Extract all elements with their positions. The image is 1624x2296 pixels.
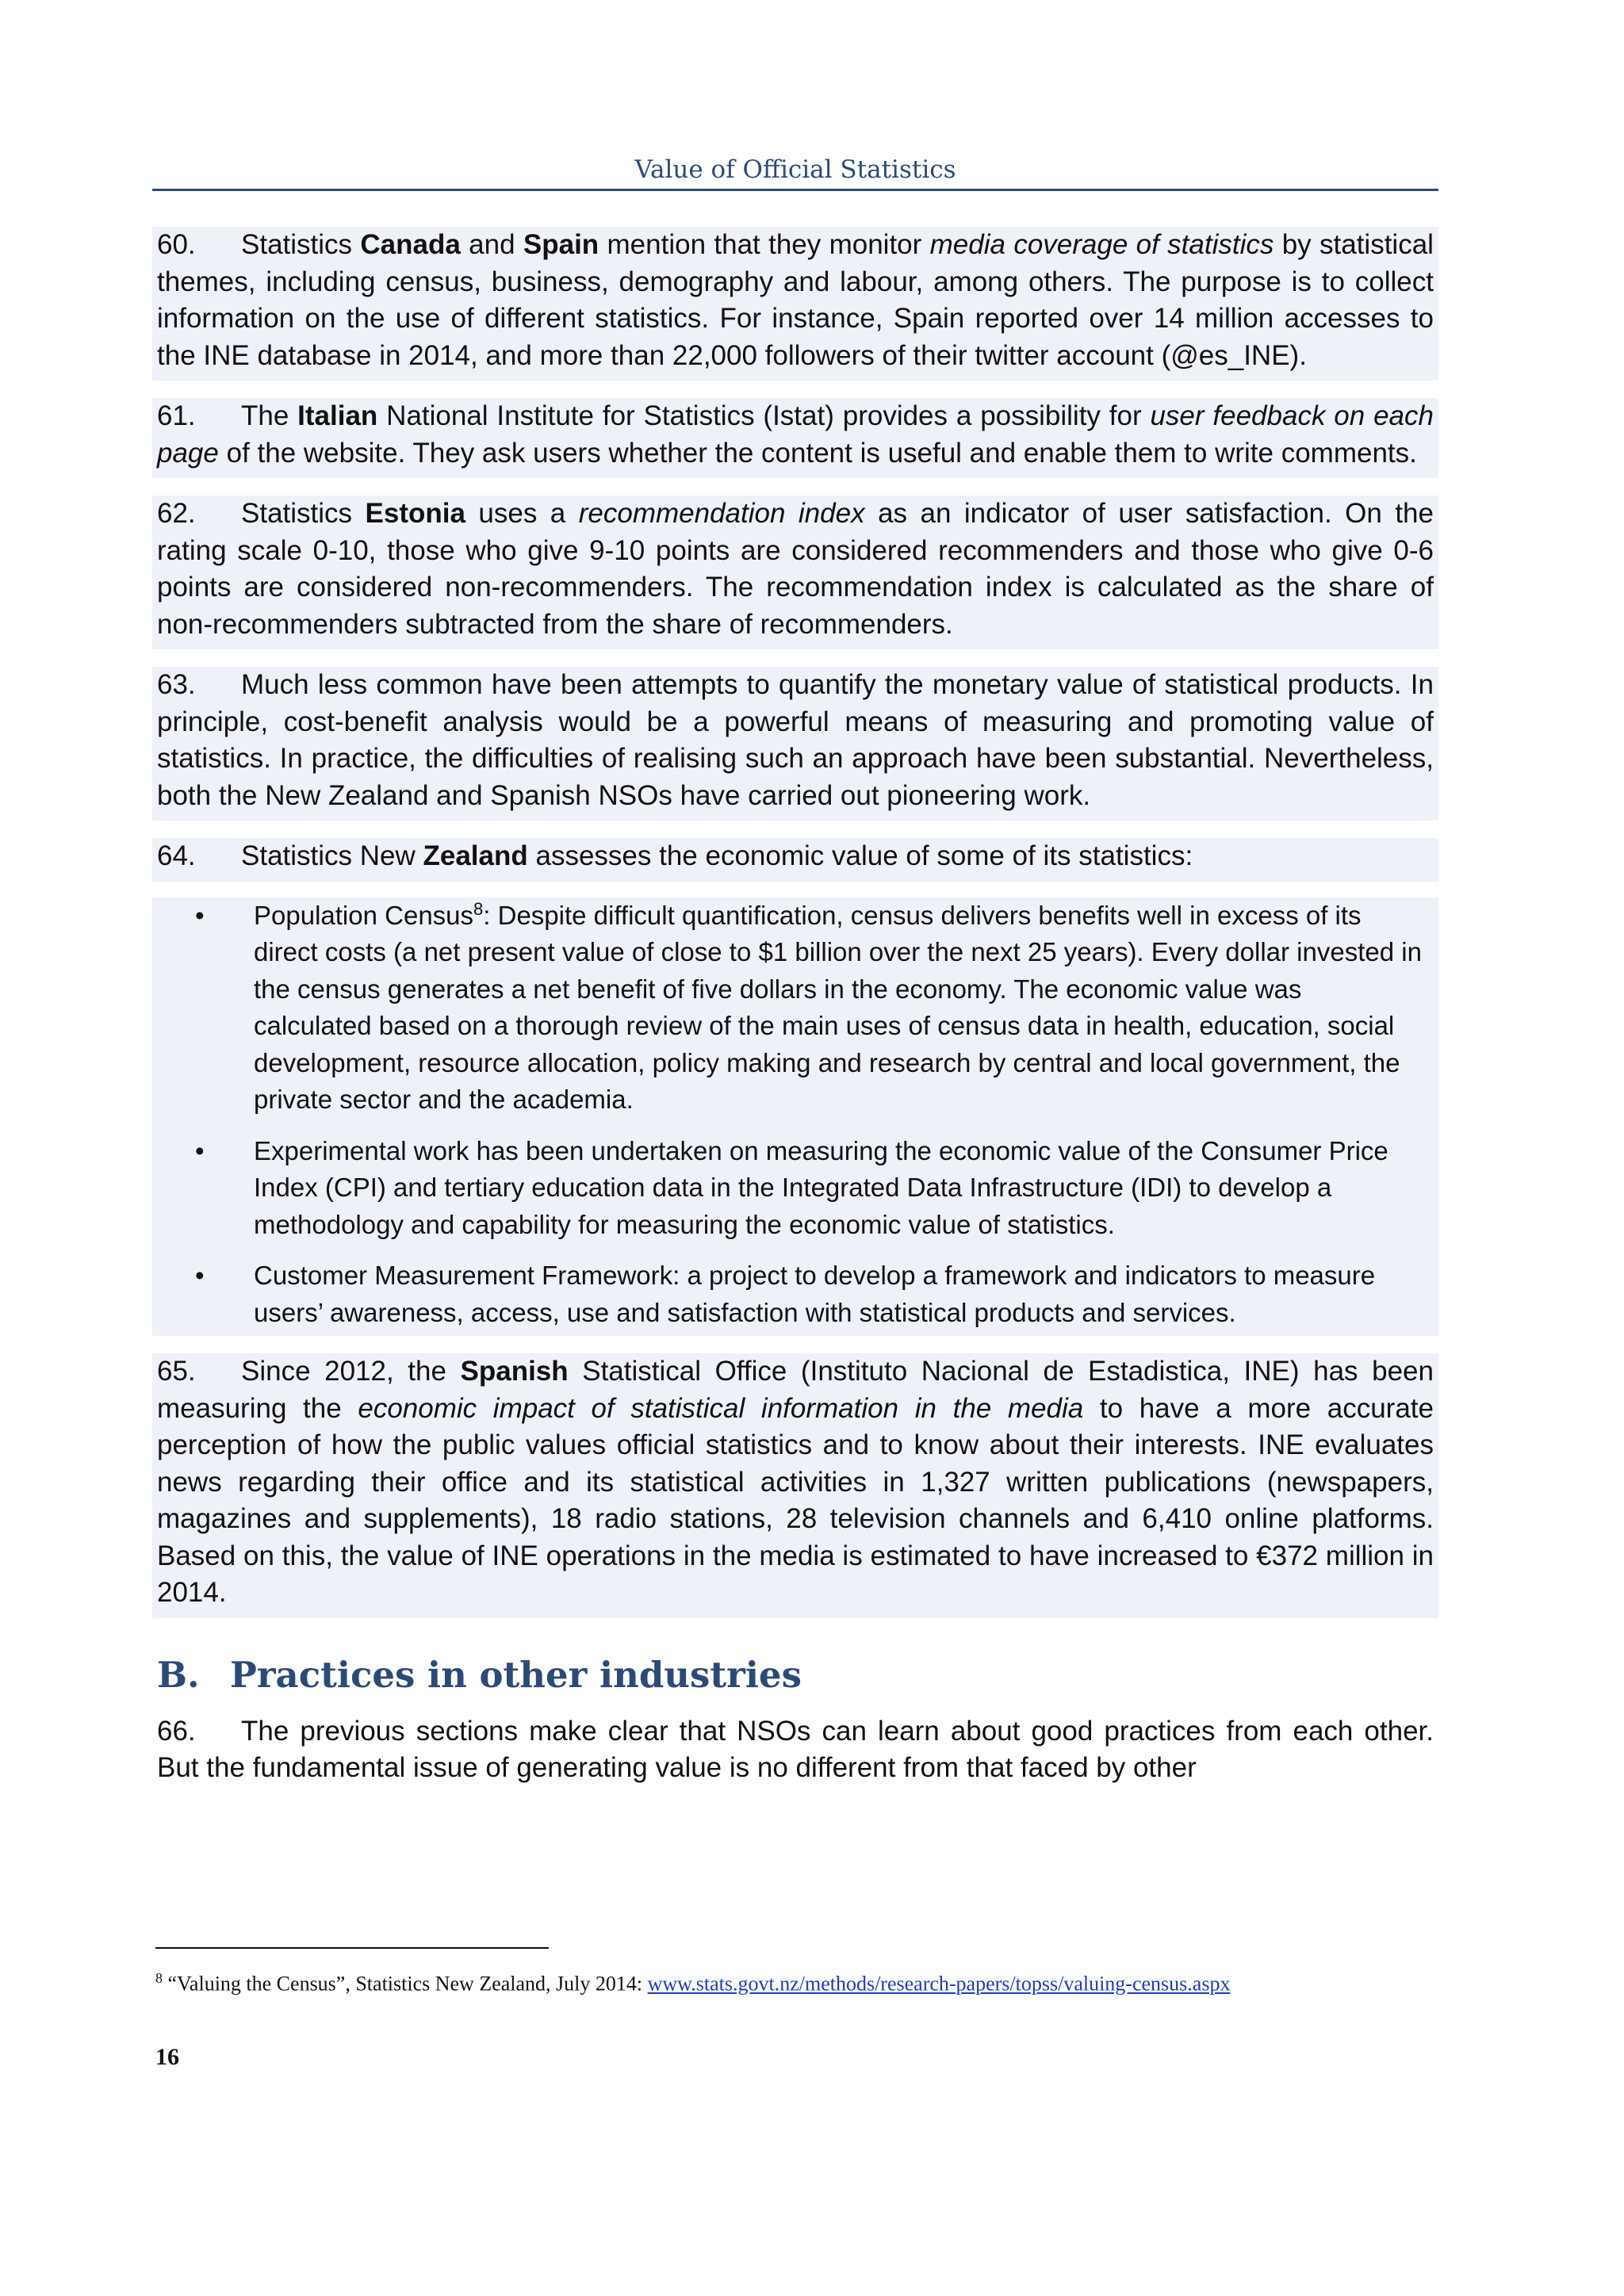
paragraph-text: of the website. They ask users whether the content is useful and enable them to write comments. bbox=[218, 437, 1417, 469]
bold-term: Spanish bbox=[460, 1356, 569, 1387]
footnote-rule bbox=[155, 1947, 549, 1949]
paragraph-text: Since 2012, the bbox=[241, 1356, 461, 1387]
paragraph-text: Statistical Office (Instituto Nacional de Estadistica, INE) has been measuring the bbox=[157, 1356, 1434, 1424]
paragraph-text: and bbox=[460, 229, 523, 260]
bullet-icon: • bbox=[195, 900, 205, 930]
bold-term: Italian bbox=[297, 400, 378, 431]
bullet-text: Customer Measurement Framework: a project to develop a framework and indicators to measure users’ awareness, access, use and satisfaction with statistical products and services. bbox=[254, 1261, 1376, 1327]
paragraph-text: The previous sections make clear that NSOs can learn about good practices from each other. But the fundamental issue of generating value is no different from that faced by other bbox=[157, 1715, 1434, 1783]
section-letter: B. bbox=[157, 1653, 200, 1696]
italic-term: economic impact of statistical information in the media bbox=[358, 1392, 1084, 1424]
paragraph-text: Statistics bbox=[241, 229, 361, 260]
paragraph-63 bbox=[152, 667, 1438, 821]
bullet-text: : Despite difficult quantification, census delivers benefits well in excess of its direct costs (a net present value of close to $1 billion over the next 25 years). Every dollar invested in the census generates a net benefit of five dollars in the economy. The economic value was calculated based on a thorough review of the main uses of census data in health, education, social development, resource allocation, policy making and research by central and local government, the private sector and the academia. bbox=[254, 900, 1422, 1114]
paragraph-number: 66. bbox=[157, 1715, 196, 1747]
paragraph-text: to have a more accurate perception of how the public values official statistics and to know about their interests. INE evaluates news regarding their office and its statistical activities in 1,327 written publications (newspapers, magazines and supplements), 18 radio stations, 28 television channels and 6,410 online platforms. Based on this, the value of INE operations in the media is estimated to have increased to €372 million in 2014. bbox=[157, 1392, 1434, 1608]
list-item bbox=[152, 1133, 1438, 1244]
paragraph-text: assesses the economic value of some of its statistics: bbox=[527, 840, 1193, 871]
bullet-text: Population Census bbox=[254, 900, 474, 930]
paragraph-text: uses a bbox=[465, 498, 579, 529]
footnote-number: 8 bbox=[155, 1970, 163, 1986]
italic-term: recommendation index bbox=[578, 498, 865, 529]
paragraph-64 bbox=[152, 838, 1438, 882]
paragraph-number: 61. bbox=[157, 400, 196, 431]
italic-term: media coverage of statistics bbox=[929, 229, 1274, 260]
paragraph-text: as an indicator of user satisfaction. On the rating scale 0-10, those who give 9-10 points are considered recommenders and those who give 0-6 points are considered non-recommenders. The recommendation index is calculated as the share of non-recommenders subtracted from the share of recommenders. bbox=[157, 498, 1434, 640]
footnote bbox=[155, 1965, 1424, 1998]
bold-term: Spain bbox=[523, 229, 599, 260]
paragraph-text: Much less common have been attempts to quantify the monetary value of statistical products. In principle, cost-benefit analysis would be a powerful means of measuring and promoting value of statistics. In practice, the difficulties of realising such an approach have been substantial. Nevertheless, both the New Zealand and Spanish NSOs have carried out pioneering work. bbox=[157, 669, 1434, 811]
italic-term: user feedback on each page bbox=[157, 400, 1434, 469]
bullet-list bbox=[152, 897, 1438, 1337]
paragraph-65 bbox=[152, 1353, 1438, 1618]
bullet-text: Experimental work has been undertaken on measuring the economic value of the Consumer Price Index (CPI) and tertiary education data in the Integrated Data Infrastructure (IDI) to develop a methodology and capability for measuring the economic value of statistics. bbox=[254, 1135, 1388, 1239]
paragraph-62 bbox=[152, 496, 1438, 649]
paragraph-text: National Institute for Statistics (Istat) provides a possibility for bbox=[377, 400, 1151, 431]
paragraph-text: by statistical themes, including census, business, demography and labour, among others. The purpose is to collect information on the use of different statistics. For instance, Spain reported over 14 million accesses to the INE database in 2014, and more than 22,000 followers of their twitter account (@es_INE). bbox=[157, 229, 1434, 371]
bullet-icon: • bbox=[195, 1135, 205, 1165]
paragraph-number: 64. bbox=[157, 840, 196, 871]
paragraph-number: 62. bbox=[157, 498, 196, 529]
paragraph-text: mention that they monitor bbox=[599, 229, 930, 260]
bullet-icon: • bbox=[195, 1261, 205, 1290]
section-heading bbox=[157, 1651, 1438, 1699]
paragraph-text: The bbox=[241, 400, 298, 431]
bold-term: Zealand bbox=[423, 840, 528, 871]
bold-term: Estonia bbox=[365, 498, 465, 529]
paragraph-number: 65. bbox=[157, 1356, 196, 1387]
paragraph-number: 60. bbox=[157, 229, 196, 260]
paragraph-61 bbox=[152, 398, 1438, 478]
footnote-ref[interactable]: 8 bbox=[473, 898, 484, 919]
running-header: Value of Official Statistics bbox=[634, 155, 956, 184]
paragraph-text: Statistics New bbox=[241, 840, 423, 871]
page-number: 16 bbox=[155, 2044, 179, 2070]
paragraph-60 bbox=[152, 227, 1438, 381]
footnote-link[interactable]: www.stats.govt.nz/methods/research-papers/topss/valuing-census.aspx bbox=[647, 1972, 1231, 1996]
list-item bbox=[152, 897, 1438, 1119]
footnote-text: “Valuing the Census”, Statistics New Zealand, July 2014: bbox=[163, 1972, 648, 1996]
section-title: Practices in other industries bbox=[230, 1653, 802, 1696]
header-rule bbox=[152, 189, 1438, 191]
list-item bbox=[152, 1257, 1438, 1331]
page-content bbox=[152, 227, 1438, 1787]
paragraph-number: 63. bbox=[157, 669, 196, 700]
bold-term: Canada bbox=[360, 229, 461, 260]
paragraph-66 bbox=[152, 1713, 1438, 1787]
paragraph-text: Statistics bbox=[241, 498, 366, 529]
